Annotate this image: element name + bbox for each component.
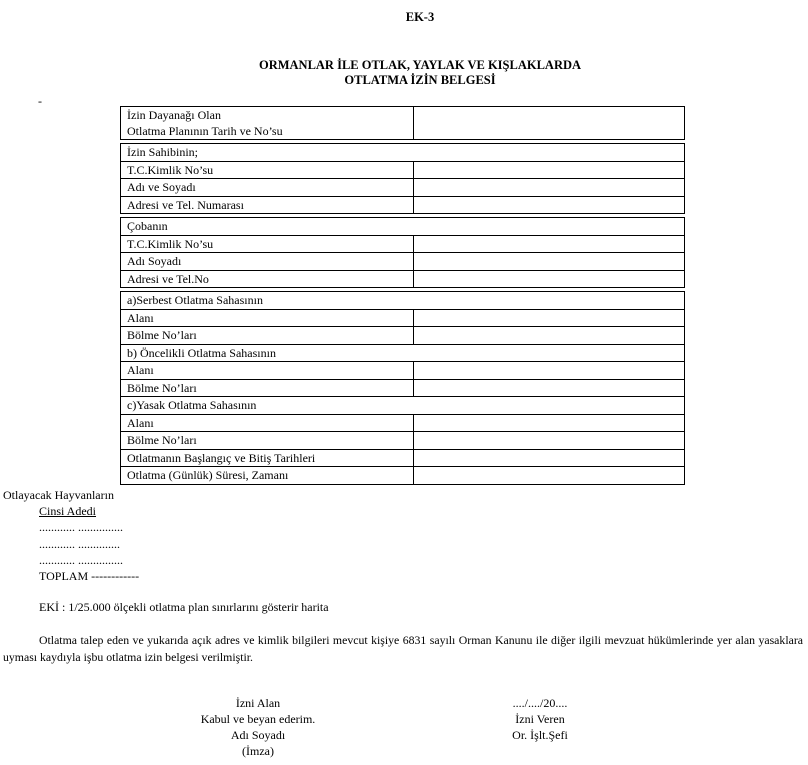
signature-recipient: [178, 695, 338, 759]
form-section-header: a)Serbest Otlatma Sahasının: [127, 293, 263, 307]
document-title-line2: OTLATMA İZİN BELGESİ: [344, 73, 496, 87]
form-row-holder-address: [120, 197, 685, 215]
form-row-shepherd-name: [120, 253, 685, 271]
issue-date: ..../..../20....: [512, 696, 568, 710]
stray-dash: -: [38, 94, 42, 108]
form-row-dates: [120, 450, 685, 468]
form-label: Alanı: [127, 363, 154, 377]
form-section-header: c)Yasak Otlatma Sahasının: [127, 398, 257, 412]
form-label: T.C.Kimlik No’su: [127, 236, 214, 251]
form-label: Adresi ve Tel.No: [127, 271, 209, 286]
animals-columns: Cinsi Adedi: [39, 504, 97, 519]
issuer-role: Or. İşlt.Şefi: [512, 728, 568, 742]
form-label: Adı ve Soyadı: [127, 180, 196, 194]
form-label: T.C.Kimlik No’su: [127, 162, 214, 177]
shepherd-name-value-cell[interactable]: [413, 253, 684, 270]
document-title-line1: ORMANLAR İLE OTLAK, YAYLAK VE KIŞLAKLARDA: [258, 58, 582, 72]
form-label: Alanı: [127, 310, 154, 325]
form-row-shepherd-header: [120, 217, 685, 236]
form-label: Adı Soyadı: [127, 254, 182, 268]
form-label: Bölme No’ları: [127, 380, 197, 395]
form-row-free-area: [120, 310, 685, 328]
form-row-priority-section: [120, 380, 685, 398]
issuer-title: İzni Veren: [515, 712, 565, 726]
form-row-shepherd-tc: [120, 236, 685, 254]
priority-area-value-cell[interactable]: [413, 362, 684, 379]
banned-area-value-cell[interactable]: [413, 415, 684, 432]
permit-statement-text: Otlatma talep eden ve yukarıda açık adres ve kimlik bilgileri mevcut kişiye 6831 sayılı Orman Kanunu ile diğer ilgili mevzuat hükümlerinde yer alan yasaklara uyması kaydıyla işbu otlatma izin belgesi verilmiştir.: [3, 633, 803, 664]
animals-heading: Otlayacak Hayvanların: [3, 488, 114, 502]
attachment-note: EKİ : 1/25.000 ölçekli otlatma plan sınırlarını gösterir harita: [39, 600, 329, 614]
free-section-value-cell[interactable]: [413, 327, 684, 344]
form-label: Bölme No’ları: [127, 433, 197, 447]
recipient-name-label: Adı Soyadı: [230, 728, 286, 742]
form-label: Adresi ve Tel. Numarası: [127, 197, 244, 212]
form-row-holder-name: [120, 179, 685, 197]
form-label: Alanı: [127, 415, 154, 430]
form-label: Otlatma (Günlük) Süresi, Zamanı: [127, 468, 289, 482]
form-section-header: b) Öncelikli Otlatma Sahasının: [127, 345, 276, 360]
animals-line[interactable]: ............ ...............: [39, 520, 123, 535]
free-area-value-cell[interactable]: [413, 310, 684, 327]
recipient-signature-label: (İmza): [242, 744, 274, 758]
form-section-header: İzin Sahibinin;: [127, 145, 198, 159]
shepherd-tc-value-cell[interactable]: [413, 236, 684, 253]
form-row-shepherd-address: [120, 271, 685, 289]
dates-value-cell[interactable]: [413, 450, 684, 467]
plan-label-line2: Otlatma Planının Tarih ve No’su: [127, 123, 283, 138]
holder-name-value-cell[interactable]: [413, 179, 684, 196]
form-row-priority-header: [120, 345, 685, 363]
plan-label-line1: İzin Dayanağı Olan: [127, 108, 221, 122]
form-row-priority-area: [120, 362, 685, 380]
signature-issuer: [470, 695, 610, 743]
holder-tc-value-cell[interactable]: [413, 162, 684, 179]
form-row-banned-section: [120, 432, 685, 450]
animals-line[interactable]: ............ ..............: [39, 536, 120, 551]
form-label: Bölme No’ları: [127, 328, 197, 342]
recipient-title: İzni Alan: [235, 696, 281, 710]
form-section-header: Çobanın: [127, 219, 168, 233]
animals-line[interactable]: ............ ...............: [39, 552, 123, 567]
form-row-duration: [120, 467, 685, 485]
permit-form-table: [120, 106, 685, 485]
form-row-holder-header: [120, 143, 685, 162]
form-label: [121, 107, 413, 139]
recipient-declaration: Kabul ve beyan ederim.: [200, 712, 316, 726]
priority-section-value-cell[interactable]: [413, 380, 684, 397]
form-row-free-section: [120, 327, 685, 345]
form-row-banned-area: [120, 415, 685, 433]
banned-section-value-cell[interactable]: [413, 432, 684, 449]
duration-value-cell[interactable]: [413, 467, 684, 484]
permit-statement: [3, 632, 803, 666]
plan-value-cell[interactable]: [413, 107, 684, 139]
form-label: Otlatmanın Başlangıç ve Bitiş Tarihleri: [127, 450, 316, 465]
form-row-plan: [120, 106, 685, 140]
shepherd-address-value-cell[interactable]: [413, 271, 684, 288]
form-row-holder-tc: [120, 162, 685, 180]
animals-section: [3, 487, 139, 584]
form-row-banned-header: [120, 397, 685, 415]
animals-total: TOPLAM ------------: [39, 569, 140, 584]
document-code: EK-3: [405, 10, 435, 24]
holder-address-value-cell[interactable]: [413, 197, 684, 214]
form-row-free-header: [120, 291, 685, 310]
